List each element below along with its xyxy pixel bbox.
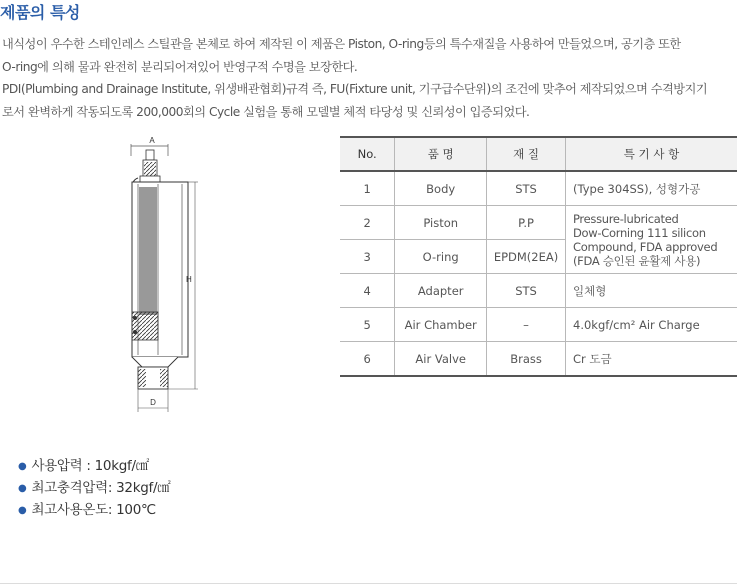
cell-name: O-ring — [395, 240, 487, 274]
intro-line: O-ring에 의해 물과 완전히 분리되어져있어 반영구적 수명을 보장한다. — [2, 59, 358, 74]
table-row — [340, 308, 737, 342]
list-item — [18, 455, 170, 477]
water-hammer-arrester-drawing — [118, 132, 208, 417]
bullet-text: 최고충격압력: 32kgf/㎠ — [31, 480, 171, 496]
cell-no: 6 — [340, 342, 395, 377]
table-row — [340, 206, 737, 240]
header-material: 재 질 — [487, 137, 566, 171]
table-row — [340, 171, 737, 206]
bullet-text: 사용압력 : 10kgf/㎠ — [31, 458, 149, 474]
cell-no: 5 — [340, 308, 395, 342]
dimension-label-d: D — [150, 398, 156, 407]
dimension-label-h: H — [186, 275, 192, 284]
cell-name: Air Valve — [395, 342, 487, 377]
intro-text — [2, 33, 737, 123]
feature-line: Dow-Corning 111 silicon — [573, 225, 706, 240]
cell-material: STS — [487, 274, 566, 308]
cell-no: 2 — [340, 206, 395, 240]
spec-bullet-list — [18, 455, 170, 521]
dimension-label-a: A — [149, 136, 155, 145]
cell-feature: 일체형 — [566, 274, 737, 308]
bottom-divider — [0, 583, 737, 584]
bullet-dot-icon: ● — [18, 505, 27, 516]
list-item — [18, 499, 170, 521]
intro-line: 로서 완벽하게 작동되도록 200,000회의 Cycle 실험을 통해 모델별 체적 타당성 및 신뢰성이 입증되었다. — [2, 104, 530, 119]
parts-spec-table — [340, 136, 737, 377]
cell-no: 3 — [340, 240, 395, 274]
header-feature: 특 기 사 항 — [566, 137, 737, 171]
bullet-text: 최고사용온도: 100℃ — [31, 502, 156, 518]
cell-feature: 4.0kgf/cm² Air Charge — [566, 308, 737, 342]
cell-feature-merged — [566, 206, 737, 274]
cell-feature: (Type 304SS), 성형가공 — [566, 171, 737, 206]
cell-name: Air Chamber — [395, 308, 487, 342]
cell-material: STS — [487, 171, 566, 206]
table-header-row — [340, 137, 737, 171]
feature-line: (FDA 승인된 윤활제 사용) — [573, 253, 701, 268]
cell-name: Adapter — [395, 274, 487, 308]
cell-no: 4 — [340, 274, 395, 308]
table-row — [340, 274, 737, 308]
table-row — [340, 342, 737, 377]
cell-material: Brass — [487, 342, 566, 377]
intro-line: PDI(Plumbing and Drainage Institute, 위생배관협회)규격 즉, FU(Fixture unit, 기구급수단위)의 조건에 맞추어 제작되었으며 수격방지기 — [2, 82, 708, 96]
cell-material: P.P — [487, 206, 566, 240]
cell-no: 1 — [340, 171, 395, 206]
cell-material: – — [487, 308, 566, 342]
cell-name: Body — [395, 171, 487, 206]
cell-feature: Cr 도금 — [566, 342, 737, 377]
header-name: 품 명 — [395, 137, 487, 171]
section-title: 제품의 특성 — [0, 3, 80, 22]
intro-line: 내식성이 우수한 스테인레스 스틸관을 본체로 하여 제작된 이 제품은 Piston, O-ring등의 특수재질을 사용하여 만들었으며, 공기층 또한 — [2, 37, 681, 51]
feature-line: Compound, FDA approved — [573, 239, 718, 254]
bullet-dot-icon: ● — [18, 483, 27, 494]
header-no: No. — [340, 137, 395, 171]
cell-name: Piston — [395, 206, 487, 240]
bullet-dot-icon: ● — [18, 461, 27, 472]
feature-line: Pressure-lubricated — [573, 211, 679, 226]
list-item — [18, 477, 170, 499]
cell-material: EPDM(2EA) — [487, 240, 566, 274]
